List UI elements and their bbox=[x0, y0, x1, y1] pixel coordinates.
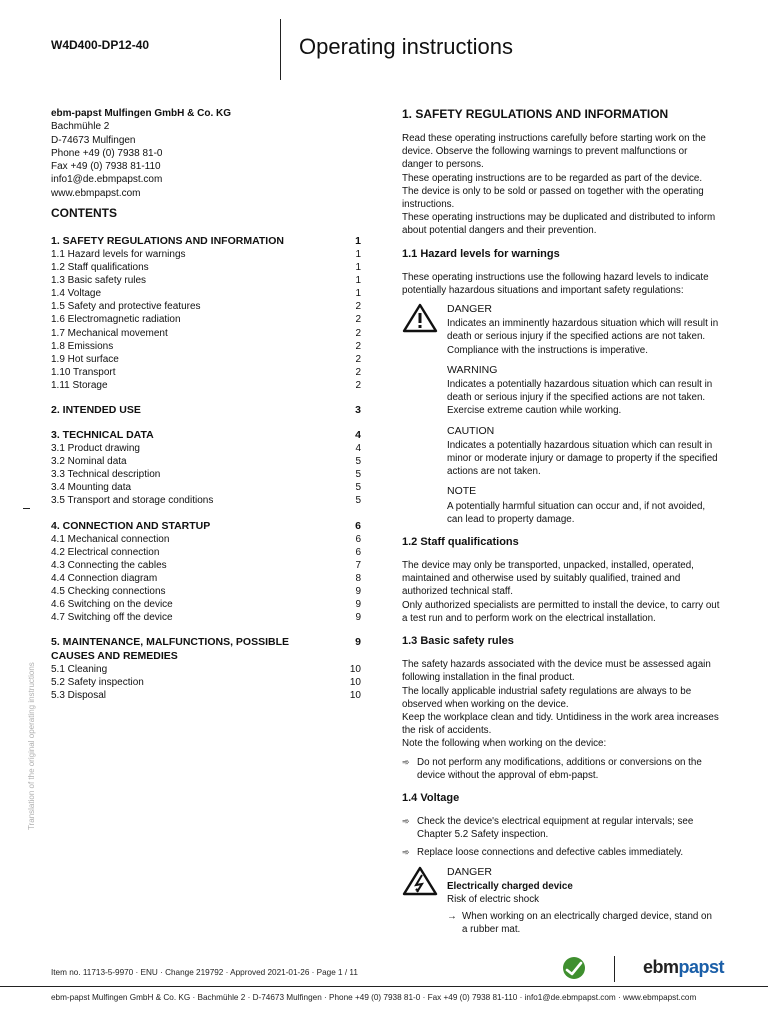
toc-section-row[interactable] bbox=[51, 428, 361, 442]
contents-heading: CONTENTS bbox=[51, 206, 117, 220]
toc-section-row[interactable] bbox=[51, 234, 361, 248]
toc-item-row[interactable] bbox=[51, 598, 361, 611]
company-email: info1@de.ebmpapst.com bbox=[51, 174, 163, 186]
toc-page-number: 2 bbox=[355, 366, 361, 378]
toc-item-row[interactable] bbox=[51, 494, 361, 507]
toc-item-label: 1.2 Staff qualifications bbox=[51, 262, 149, 274]
toc-page-number: 4 bbox=[355, 443, 361, 455]
toc-item-row[interactable] bbox=[51, 379, 361, 392]
toc-item-label: 4.7 Switching off the device bbox=[51, 612, 173, 624]
hazard-title: DANGER bbox=[447, 865, 492, 878]
paragraph: These operating instructions may be duplicated and distributed to inform about potential dangers and their prevention. bbox=[402, 212, 716, 237]
toc-section-label: 3. TECHNICAL DATA bbox=[51, 429, 154, 442]
toc-item-row[interactable] bbox=[51, 559, 361, 572]
bullet-item bbox=[402, 815, 720, 841]
toc-item-row[interactable] bbox=[51, 546, 361, 559]
toc-page-number: 6 bbox=[355, 533, 361, 545]
hazard-title: NOTE bbox=[447, 485, 477, 498]
hazard-title: DANGER bbox=[447, 303, 492, 316]
electric-hazard-icon bbox=[402, 866, 438, 896]
page-title: Operating instructions bbox=[299, 34, 513, 59]
ebmpapst-logo bbox=[643, 957, 724, 978]
toc-item-row[interactable] bbox=[51, 340, 361, 353]
toc-item-label: 1.8 Emissions bbox=[51, 340, 114, 352]
company-street: Bachmühle 2 bbox=[51, 121, 110, 133]
safety-section bbox=[402, 106, 720, 937]
paragraph: Note the following when working on the device: bbox=[402, 738, 607, 750]
hazard-electric bbox=[402, 866, 720, 937]
toc-page-number: 3 bbox=[355, 404, 361, 417]
toc-page-number: 2 bbox=[355, 327, 361, 339]
footer-divider bbox=[0, 986, 768, 987]
toc-item-label: 5.2 Safety inspection bbox=[51, 677, 144, 689]
section-heading: 1. SAFETY REGULATIONS AND INFORMATION bbox=[402, 107, 669, 121]
toc-page-number: 2 bbox=[355, 340, 361, 352]
toc-item-label: 4.1 Mechanical connection bbox=[51, 533, 170, 545]
warning-triangle-icon bbox=[402, 303, 438, 333]
toc-page-number: 5 bbox=[355, 469, 361, 481]
toc-item-row[interactable] bbox=[51, 455, 361, 468]
toc-item-label: 1.5 Safety and protective features bbox=[51, 301, 201, 313]
toc-item-row[interactable] bbox=[51, 327, 361, 340]
header-divider bbox=[280, 19, 281, 80]
hazard-text: Indicates a potentially hazardous situation which can result in minor or moderate injury or damage to property if the specified actions are not taken. bbox=[447, 439, 718, 478]
bullet-item bbox=[402, 846, 720, 859]
toc-section-row[interactable] bbox=[51, 635, 361, 663]
toc-page-number: 10 bbox=[349, 690, 361, 702]
toc-page-number: 2 bbox=[355, 379, 361, 391]
toc-item-row[interactable] bbox=[51, 366, 361, 379]
green-tech-logo-icon bbox=[561, 956, 587, 980]
company-address bbox=[51, 107, 271, 200]
hazard-text: Indicates a potentially hazardous situation which can result in death or serious injury if the specified actions are not taken. Exercise extreme caution while working. bbox=[447, 379, 713, 417]
toc-item-label: 3.1 Product drawing bbox=[51, 443, 140, 455]
toc-page-number: 9 bbox=[355, 598, 361, 610]
translation-note: Translation of the original operating instructions bbox=[27, 662, 36, 830]
paragraph: Keep the workplace clean and tidy. Untidiness in the work area increases the risk of accidents. bbox=[402, 711, 719, 737]
hazard-title: WARNING bbox=[447, 363, 498, 376]
hazard-text: A potentially harmful situation can occur and, if not avoided, can lead to property damage. bbox=[447, 500, 706, 525]
toc-page-number: 2 bbox=[355, 353, 361, 365]
footer-meta: Item no. 11713-5-9970 · ENU · Change 219792 · Approved 2021-01-26 · Page 1 / 11 bbox=[51, 968, 358, 977]
toc-page-number: 8 bbox=[355, 572, 361, 584]
hazard-subtitle: Electrically charged device bbox=[447, 880, 573, 892]
toc-item-label: 1.4 Voltage bbox=[51, 288, 102, 300]
toc-section-label: 4. CONNECTION AND STARTUP bbox=[51, 519, 211, 532]
toc-group bbox=[51, 635, 361, 702]
toc-page-number: 7 bbox=[355, 559, 361, 571]
arrow-bullet-icon: ➾ bbox=[402, 756, 410, 767]
arrow-bullet-icon: ➾ bbox=[402, 847, 410, 858]
product-code: W4D400-DP12-40 bbox=[51, 38, 150, 52]
toc-page-number: 1 bbox=[355, 262, 361, 274]
paragraph: The locally applicable industrial safety regulations are always to be observed when working on the device. bbox=[402, 685, 692, 710]
bullet-text: Do not perform any modifications, additions or conversions on the device without the approval of ebm-papst. bbox=[417, 756, 702, 781]
toc-item-label: 4.4 Connection diagram bbox=[51, 572, 158, 584]
toc-group bbox=[51, 403, 361, 417]
toc-page-number: 6 bbox=[355, 519, 361, 532]
subsection-heading: 1.4 Voltage bbox=[402, 791, 460, 804]
subsection-heading: 1.1 Hazard levels for warnings bbox=[402, 247, 560, 260]
toc-item-label: 1.3 Basic safety rules bbox=[51, 275, 147, 287]
toc-item-row[interactable] bbox=[51, 287, 361, 300]
toc-item-label: 3.5 Transport and storage conditions bbox=[51, 495, 214, 507]
toc-item-label: 1.10 Transport bbox=[51, 366, 116, 378]
toc-item-label: 4.5 Checking connections bbox=[51, 585, 166, 597]
toc-section-label: 5. MAINTENANCE, MALFUNCTIONS, POSSIBLE CAUSES AND REMEDIES bbox=[51, 636, 290, 663]
toc-page-number: 6 bbox=[355, 546, 361, 558]
toc-page-number: 10 bbox=[349, 664, 361, 676]
toc-item-row[interactable] bbox=[51, 585, 361, 598]
toc-item-row[interactable] bbox=[51, 261, 361, 274]
paragraph: Only authorized specialists are permitted to install the device, to carry out a test run and to perform work on the electrical installation. bbox=[402, 599, 720, 624]
toc-group bbox=[51, 519, 361, 625]
toc-page-number: 1 bbox=[355, 249, 361, 260]
toc-item-row[interactable] bbox=[51, 248, 361, 261]
table-of-contents bbox=[51, 234, 361, 713]
bullet-text: Replace loose connections and defective cables immediately. bbox=[417, 847, 684, 859]
toc-item-label: 4.2 Electrical connection bbox=[51, 546, 160, 558]
company-phone: Phone +49 (0) 7938 81-0 bbox=[51, 147, 163, 159]
paragraph: The device is only to be sold or passed on together with the operating instructions. bbox=[402, 185, 704, 211]
toc-item-row[interactable] bbox=[51, 353, 361, 366]
hazard-text: Indicates an imminently hazardous situation which will result in death or serious injury if the specified actions are not taken. Compliance with the instructions is imperative. bbox=[447, 318, 719, 356]
arrow-right-icon: → bbox=[447, 911, 457, 923]
toc-item-row[interactable] bbox=[51, 442, 361, 455]
toc-item-label: 3.3 Technical description bbox=[51, 469, 161, 481]
toc-item-label: 1.9 Hot surface bbox=[51, 353, 119, 365]
toc-item-row[interactable] bbox=[51, 663, 361, 676]
toc-page-number: 1 bbox=[355, 275, 361, 287]
toc-item-row[interactable] bbox=[51, 274, 361, 287]
toc-page-number: 5 bbox=[355, 482, 361, 494]
paragraph: Read these operating instructions carefully before starting work on the device. Observe the following warnings to prevent malfunctions or danger to persons. bbox=[402, 133, 706, 171]
toc-page-number: 9 bbox=[355, 612, 361, 624]
company-name: ebm-papst Mulfingen GmbH & Co. KG bbox=[51, 108, 231, 119]
toc-item-row[interactable] bbox=[51, 676, 361, 689]
logo-ebm: ebm bbox=[643, 957, 679, 977]
toc-item-row[interactable] bbox=[51, 689, 361, 702]
toc-section-label: 1. SAFETY REGULATIONS AND INFORMATION bbox=[51, 235, 284, 247]
company-city: D-74673 Mulfingen bbox=[51, 134, 136, 146]
toc-page-number: 2 bbox=[355, 301, 361, 313]
toc-item-label: 5.1 Cleaning bbox=[51, 664, 108, 676]
hazard-title: CAUTION bbox=[447, 424, 495, 437]
toc-page-number: 9 bbox=[355, 636, 361, 649]
toc-item-row[interactable] bbox=[51, 313, 361, 326]
toc-item-row[interactable] bbox=[51, 572, 361, 585]
toc-item-row[interactable] bbox=[51, 481, 361, 494]
toc-section-row[interactable] bbox=[51, 519, 361, 533]
toc-item-label: 4.6 Switching on the device bbox=[51, 598, 173, 610]
toc-group bbox=[51, 234, 361, 392]
toc-item-label: 5.3 Disposal bbox=[51, 690, 107, 702]
paragraph: These operating instructions are to be regarded as part of the device. bbox=[402, 172, 703, 184]
toc-page-number: 10 bbox=[349, 677, 361, 689]
toc-page-number: 1 bbox=[355, 235, 361, 247]
paragraph: These operating instructions use the following hazard levels to indicate potentially hazardous situations and important safety regulations: bbox=[402, 271, 709, 296]
toc-item-label: 3.4 Mounting data bbox=[51, 482, 132, 494]
logo-divider bbox=[614, 956, 615, 982]
footer-address: ebm-papst Mulfingen GmbH & Co. KG · Bachmühle 2 · D-74673 Mulfingen · Phone +49 (0) 7938 81-0 · Fax +49 (0) 7938 81-110 · info1@de.ebmpapst.com · www.ebmpapst.com bbox=[51, 993, 697, 1002]
company-web: www.ebmpapst.com bbox=[51, 187, 141, 199]
paragraph: The safety hazards associated with the device must be assessed again following installation in the final product. bbox=[402, 659, 711, 684]
toc-section-row[interactable] bbox=[51, 403, 361, 417]
arrow-bullet-icon: ➾ bbox=[402, 815, 410, 826]
toc-item-row[interactable] bbox=[51, 533, 361, 546]
subsection-heading: 1.3 Basic safety rules bbox=[402, 635, 514, 648]
logo-papst: papst bbox=[678, 957, 725, 977]
toc-page-number: 5 bbox=[355, 456, 361, 468]
toc-page-number: 1 bbox=[355, 288, 361, 300]
toc-page-number: 2 bbox=[355, 314, 361, 326]
fold-mark bbox=[23, 508, 30, 509]
bullet-item bbox=[402, 756, 720, 782]
toc-item-label: 1.7 Mechanical movement bbox=[51, 327, 168, 339]
toc-page-number: 5 bbox=[355, 495, 361, 507]
company-fax: Fax +49 (0) 7938 81-110 bbox=[51, 161, 161, 173]
hazard-text: Risk of electric shock bbox=[447, 893, 540, 905]
toc-item-label: 1.6 Electromagnetic radiation bbox=[51, 314, 181, 326]
subsection-heading: 1.2 Staff qualifications bbox=[402, 536, 519, 549]
toc-item-label: 3.2 Nominal data bbox=[51, 456, 127, 468]
toc-section-label: 2. INTENDED USE bbox=[51, 404, 141, 417]
action-item bbox=[447, 910, 720, 936]
paragraph: The device may only be transported, unpacked, installed, operated, maintained and otherwise used by suitably qualified, trained and authorized technical staff. bbox=[402, 560, 694, 598]
toc-item-row[interactable] bbox=[51, 300, 361, 313]
toc-item-row[interactable] bbox=[51, 611, 361, 624]
toc-item-row[interactable] bbox=[51, 468, 361, 481]
toc-page-number: 4 bbox=[355, 429, 361, 442]
toc-page-number: 9 bbox=[355, 585, 361, 597]
toc-item-label: 1.11 Storage bbox=[51, 379, 108, 391]
action-text: When working on an electrically charged device, stand on a rubber mat. bbox=[462, 911, 712, 936]
toc-group bbox=[51, 428, 361, 507]
bullet-text: Check the device's electrical equipment at regular intervals; see Chapter 5.2 Safety inspection. bbox=[417, 815, 694, 841]
hazard-level-danger bbox=[402, 303, 720, 526]
toc-item-label: 1.1 Hazard levels for warnings bbox=[51, 249, 186, 260]
toc-item-label: 4.3 Connecting the cables bbox=[51, 559, 167, 571]
